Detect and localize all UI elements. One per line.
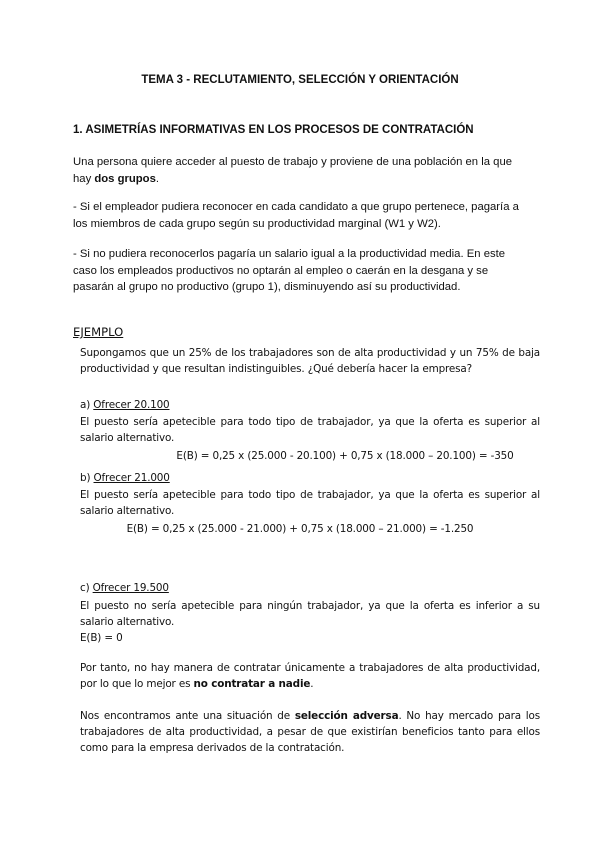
option-description: El puesto no sería apetecible para ningún trabajador, ya que la oferta es inferior a su salario alternativo. — [80, 600, 540, 628]
option-c-label — [80, 580, 540, 596]
option-b-text: El puesto sería apetecible para todo tipo de trabajador, ya que la oferta es superior al salario alternativo. — [80, 489, 540, 517]
option-title: Ofrecer 20.100 — [93, 399, 170, 411]
paragraph-groups — [73, 154, 531, 187]
paragraph-text: Nos encontramos ante una situación de — [80, 710, 295, 722]
option-title: Ofrecer 21.000 — [93, 472, 170, 484]
conclusion-paragraph — [80, 660, 540, 692]
bold-text: no contratar a nadie — [193, 678, 311, 690]
example-label: EJEMPLO — [73, 325, 124, 339]
option-prefix: b) — [80, 472, 94, 484]
paragraph-text: Una persona quiere acceder al puesto de trabajo y proviene de una población en la que hay — [73, 156, 513, 185]
paragraph-text: . No hay mercado para los trabajadores de alta productividad, a pesar de que existirían beneficios tanto para ellos como para la empresa derivados de la contratación. — [80, 710, 541, 754]
paragraph-text: . — [310, 678, 314, 690]
option-c-equation: E(B) = 0 — [80, 632, 123, 644]
option-c-text — [80, 598, 540, 646]
bold-text: dos grupos — [94, 172, 156, 185]
option-prefix: c) — [80, 582, 93, 594]
bold-text: selección adversa — [294, 710, 399, 722]
paragraph-recognize: - Si el empleador pudiera reconocer en cada candidato a que grupo pertenece, pagaría a los miembros de cada grupo según su productividad marginal (W1 y W2). — [73, 201, 519, 230]
paragraph-text: . — [155, 172, 160, 185]
example-intro: Supongamos que un 25% de los trabajadores son de alta productividad y un 75% de baja productividad y que resultan indistinguibles. ¿Qué debería hacer la empresa? — [80, 347, 540, 375]
option-prefix: a) — [80, 399, 94, 411]
paragraph-no-recognize: - Si no pudiera reconocerlos pagaría un salario igual a la productividad media. En este caso los empleados productivos no optarán al empleo o caerán en la desgana y se pasarán al grupo no productivo (grupo 1), disminuyendo así su productividad. — [73, 248, 506, 293]
paragraph-text: Por tanto, no hay manera de contratar únicamente a trabajadores de alta productividad, por lo que lo mejor es — [80, 662, 540, 690]
section-heading: 1. ASIMETRÍAS INFORMATIVAS EN LOS PROCESOS DE CONTRATACIÓN — [73, 124, 474, 136]
option-b-equation: E(B) = 0,25 x (25.000 - 21.000) + 0,75 x (18.000 – 21.000) = -1.250 — [126, 523, 474, 535]
option-a-equation: E(B) = 0,25 x (25.000 - 20.100) + 0,75 x (18.000 – 20.100) = -350 — [176, 450, 514, 462]
option-b-label — [80, 470, 540, 486]
page-title: TEMA 3 - RECLUTAMIENTO, SELECCIÓN Y ORIENTACIÓN — [141, 74, 459, 86]
option-title: Ofrecer 19.500 — [92, 582, 169, 594]
option-a-label — [80, 397, 540, 413]
adverse-selection-paragraph — [80, 708, 540, 756]
option-a-text: El puesto sería apetecible para todo tipo de trabajador, ya que la oferta es superior al salario alternativo. — [80, 416, 540, 444]
